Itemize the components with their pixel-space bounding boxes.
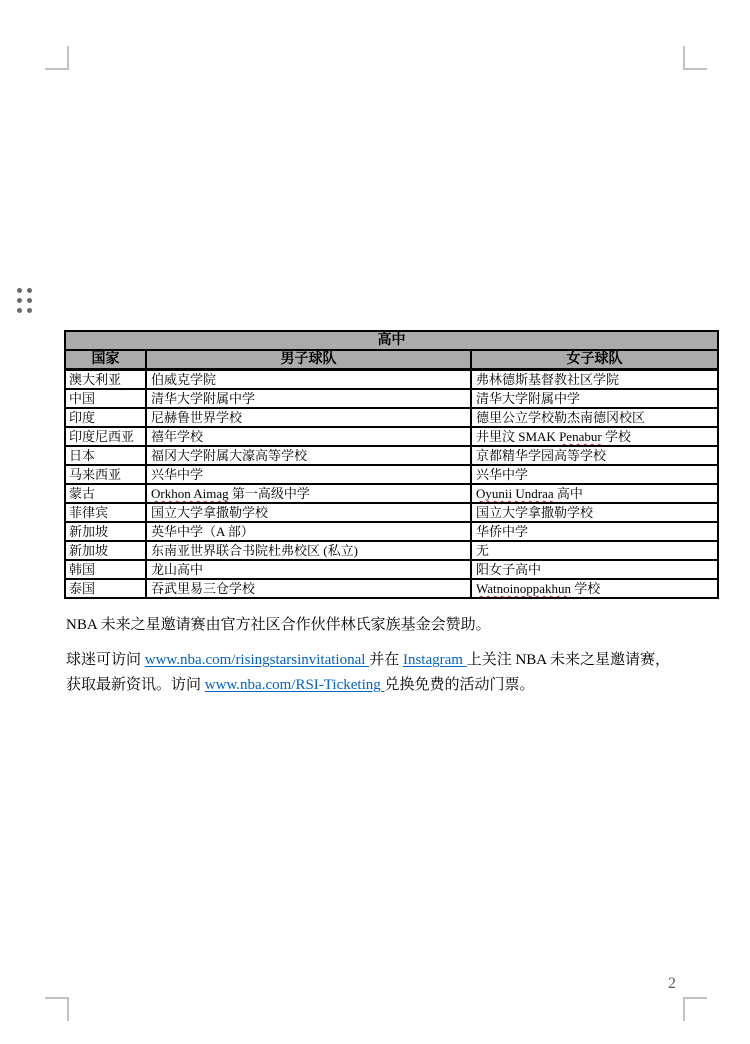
drag-dot: [27, 308, 32, 313]
table-row: [65, 389, 718, 408]
fans-line-1: [66, 648, 670, 673]
table-row: [65, 427, 718, 446]
table-title-row: [65, 331, 718, 350]
team-cell: 尼赫鲁世界学校: [146, 408, 471, 427]
team-cell: 华侨中学: [471, 522, 718, 541]
team-cell: 清华大学附属中学: [471, 389, 718, 408]
country-cell: 泰国: [65, 579, 146, 598]
team-cell: Watnoinoppakhun 学校: [471, 579, 718, 598]
team-cell: 国立大学拿撒勒学校: [146, 503, 471, 522]
team-cell: 福冈大学附属大濠高等学校: [146, 446, 471, 465]
team-cell: 东南亚世界联合书院杜弗校区 (私立): [146, 541, 471, 560]
country-cell: 蒙古: [65, 484, 146, 503]
team-cell: 德里公立学校勒杰南德冈校区: [471, 408, 718, 427]
drag-handle-icon[interactable]: [17, 288, 32, 313]
ticketing-link[interactable]: www.nba.com/RSI-Ticketing: [204, 677, 385, 693]
team-cell: Oyunii Undraa 高中: [471, 484, 718, 503]
country-cell: 新加坡: [65, 522, 146, 541]
fans-text: 球迷可访问: [66, 652, 145, 668]
team-cell: 龙山高中: [146, 560, 471, 579]
sponsor-text: NBA 未来之星邀请赛由官方社区合作伙伴林氏家族基金会赞助。: [66, 617, 491, 633]
fans-text: 兑换免费的活动门票。: [384, 677, 535, 693]
table-row: [65, 408, 718, 427]
column-header-country: 国家: [65, 350, 146, 370]
country-cell: 日本: [65, 446, 146, 465]
team-cell: 英华中学（A 部）: [146, 522, 471, 541]
table-row: [65, 503, 718, 522]
table-row: [65, 522, 718, 541]
drag-dot: [27, 298, 32, 303]
fans-line-2: [66, 673, 670, 698]
column-header-girls-team: 女子球队: [471, 350, 718, 370]
team-cell: 兴华中学: [146, 465, 471, 484]
table-row: [65, 465, 718, 484]
drag-dot: [17, 308, 22, 313]
team-cell: 兴华中学: [471, 465, 718, 484]
fans-paragraph: [66, 648, 670, 698]
table-row: [65, 541, 718, 560]
country-cell: 新加坡: [65, 541, 146, 560]
team-cell: 京都精华学园高等学校: [471, 446, 718, 465]
team-cell: 国立大学拿撒勒学校: [471, 503, 718, 522]
column-header-boys-team: 男子球队: [146, 350, 471, 370]
table-row: [65, 579, 718, 598]
drag-dot: [17, 288, 22, 293]
team-cell: 无: [471, 541, 718, 560]
drag-dot: [17, 298, 22, 303]
team-cell: Orkhon Aimag 第一高级中学: [146, 484, 471, 503]
team-cell: 井里汶 SMAK Penabur 学校: [471, 427, 718, 446]
fans-text: 获取最新资讯。访问: [66, 677, 205, 693]
team-cell: 弗林德斯基督教社区学院: [471, 370, 718, 390]
fans-text: 上关注 NBA 未来之星邀请赛，: [466, 652, 671, 668]
high-school-teams-table: [64, 330, 719, 599]
table-row: [65, 484, 718, 503]
country-cell: 韩国: [65, 560, 146, 579]
country-cell: 马来西亚: [65, 465, 146, 484]
country-cell: 印度: [65, 408, 146, 427]
fans-text: 并在: [369, 652, 403, 668]
team-cell: 禧年学校: [146, 427, 471, 446]
team-cell: 伯威克学院: [146, 370, 471, 390]
sponsor-paragraph: [66, 613, 491, 638]
table-row: [65, 446, 718, 465]
country-cell: 菲律宾: [65, 503, 146, 522]
text-boundary-mark-top-right: [683, 46, 707, 70]
table-title: 高中: [65, 331, 718, 350]
country-cell: 印度尼西亚: [65, 427, 146, 446]
page-number: 2: [668, 975, 676, 992]
team-cell: 清华大学附属中学: [146, 389, 471, 408]
team-cell: 吞武里易三仓学校: [146, 579, 471, 598]
country-cell: 中国: [65, 389, 146, 408]
team-cell: 阳女子高中: [471, 560, 718, 579]
text-boundary-mark-bottom-left: [45, 997, 69, 1021]
instagram-link[interactable]: Instagram: [402, 652, 467, 668]
table-row: [65, 370, 718, 390]
text-boundary-mark-top-left: [45, 46, 69, 70]
text-boundary-mark-bottom-right: [683, 997, 707, 1021]
table-header-row: [65, 350, 718, 370]
rising-stars-link[interactable]: www.nba.com/risingstarsinvitational: [144, 652, 370, 668]
drag-dot: [27, 288, 32, 293]
country-cell: 澳大利亚: [65, 370, 146, 390]
table-row: [65, 560, 718, 579]
